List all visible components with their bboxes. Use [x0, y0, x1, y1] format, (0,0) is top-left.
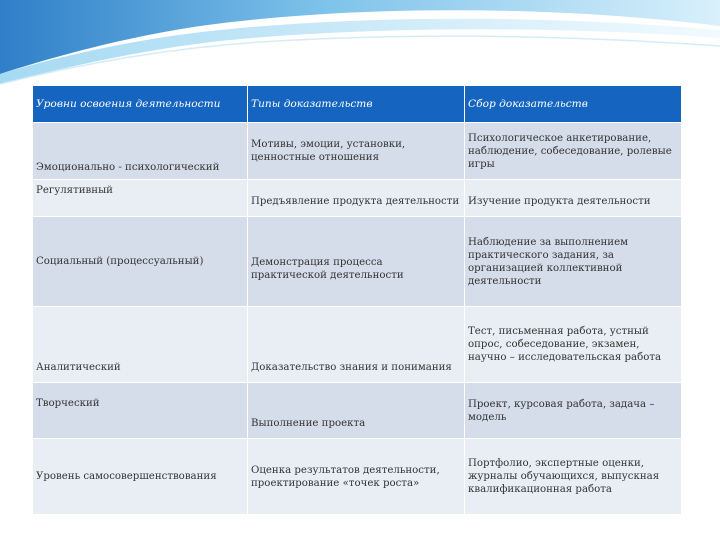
- evidence-table: [32, 85, 682, 515]
- cell-types: Выполнение проекта: [248, 383, 465, 439]
- table-row: [33, 383, 682, 439]
- table-row: [33, 123, 682, 180]
- cell-collection: Изучение продукта деятельности: [465, 180, 682, 217]
- cell-level: Уровень самосовершенствования: [33, 439, 248, 515]
- table-row: [33, 217, 682, 307]
- header-evidence-types: Типы доказательств: [248, 86, 465, 123]
- cell-level: Аналитический: [33, 307, 248, 383]
- cell-collection: Проект, курсовая работа, задача – модель: [465, 383, 682, 439]
- cell-collection: Наблюдение за выполнением практического задания, за организацией коллективной деятельности: [465, 217, 682, 307]
- cell-types: Доказательство знания и понимания: [248, 307, 465, 383]
- cell-collection: Психологическое анкетирование, наблюдение, собеседование, ролевые игры: [465, 123, 682, 180]
- cell-level: Регулятивный: [33, 180, 248, 217]
- cell-level: Социальный (процессуальный): [33, 217, 248, 307]
- header-levels: Уровни освоения деятельности: [33, 86, 248, 123]
- cell-types: Демонстрация процесса практической деятельности: [248, 217, 465, 307]
- table-row: [33, 307, 682, 383]
- cell-collection: Тест, письменная работа, устный опрос, собеседование, экзамен, научно – исследовательская работа: [465, 307, 682, 383]
- cell-collection: Портфолио, экспертные оценки, журналы обучающихся, выпускная квалификационная работа: [465, 439, 682, 515]
- table-row: [33, 439, 682, 515]
- cell-types: Предъявление продукта деятельности: [248, 180, 465, 217]
- header-evidence-collection: Сбор доказательств: [465, 86, 682, 123]
- table-row: [33, 180, 682, 217]
- cell-types: Мотивы, эмоции, установки, ценностные отношения: [248, 123, 465, 180]
- cell-types: Оценка результатов деятельности, проектирование «точек роста»: [248, 439, 465, 515]
- cell-level: Творческий: [33, 383, 248, 439]
- table-header-row: [33, 86, 682, 123]
- decorative-header-swoosh: [0, 0, 720, 90]
- cell-level: Эмоционально - психологический: [33, 123, 248, 180]
